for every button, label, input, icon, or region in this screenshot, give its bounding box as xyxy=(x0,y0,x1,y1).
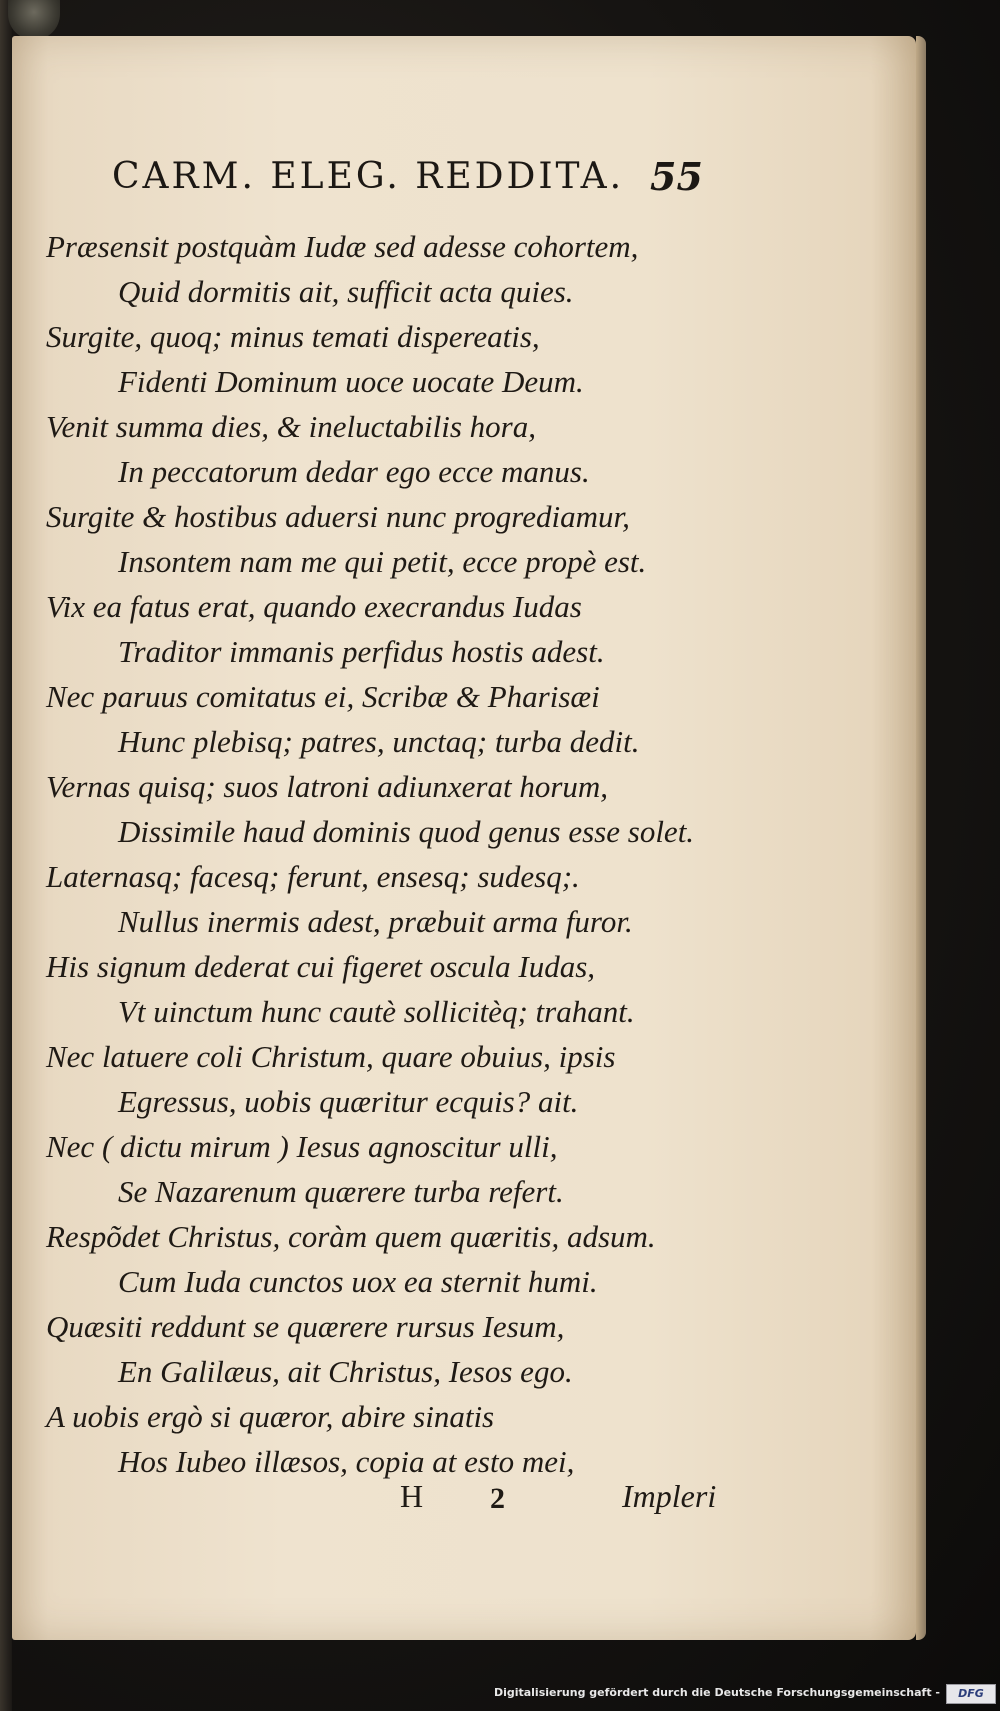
verse-line: Hunc plebisq; patres, unctaq; turba dedit. xyxy=(118,724,640,759)
verse-block xyxy=(46,224,736,1484)
verse-line: In peccatorum dedar ego ecce manus. xyxy=(118,454,590,489)
signature-number: 2 xyxy=(490,1482,505,1515)
verse-line: Vernas quisq; suos latroni adiunxerat horum, xyxy=(46,769,609,804)
page-edge xyxy=(916,36,926,1640)
catchword: Impleri xyxy=(622,1478,717,1514)
verse-line: Nec ( dictu mirum ) Iesus agnoscitur ulli, xyxy=(46,1129,558,1164)
verse-line: Egressus, uobis quæritur ecquis? ait. xyxy=(118,1084,579,1119)
running-head: CARM. ELEG. REDDITA. xyxy=(112,156,625,197)
verse-line: Quid dormitis ait, sufficit acta quies. xyxy=(118,274,574,309)
verse-line: Hos Iubeo illæsos, copia at esto mei, xyxy=(118,1444,575,1479)
verse-line: Vix ea fatus erat, quando execrandus Iudas xyxy=(46,589,582,624)
verse-line: His signum dederat cui figeret oscula Iudas, xyxy=(46,949,596,984)
verse-line: En Galilæus, ait Christus, Iesos ego. xyxy=(118,1354,573,1389)
verse-line: A uobis ergò si quæror, abire sinatis xyxy=(46,1399,495,1434)
verse-line: Præsensit postquàm Iudæ sed adesse cohortem, xyxy=(46,229,639,264)
verse-line: Surgite & hostibus aduersi nunc progrediamur, xyxy=(46,499,630,534)
verse-line: Se Nazarenum quærere turba refert. xyxy=(118,1174,564,1209)
verse-line: Fidenti Dominum uoce uocate Deum. xyxy=(118,364,584,399)
page-number: 55 xyxy=(650,154,703,199)
book-page xyxy=(12,36,916,1640)
verse-line: Nec paruus comitatus ei, Scribæ & Pharisæi xyxy=(46,679,600,714)
verse-line: Surgite, quoq; minus temati dispereatis, xyxy=(46,319,540,354)
verse-line: Cum Iuda cunctos uox ea sternit humi. xyxy=(118,1264,598,1299)
verse-line: Insontem nam me qui petit, ecce propè est. xyxy=(118,544,647,579)
verse-line: Laternasq; facesq; ferunt, ensesq; sudesq;. xyxy=(46,859,580,894)
verse-line: Quæsiti reddunt se quærere rursus Iesum, xyxy=(46,1309,565,1344)
verse-line: Dissimile haud dominis quod genus esse solet. xyxy=(118,814,695,849)
verse-line: Vt uinctum hunc cautè sollicitèq; trahant. xyxy=(118,994,635,1029)
dfg-logo: DFG xyxy=(946,1684,996,1704)
verse-line: Respõdet Christus, coràm quem quæritis, adsum. xyxy=(46,1219,656,1254)
verse-line: Nullus inermis adest, præbuit arma furor. xyxy=(118,904,633,939)
verse-line: Nec latuere coli Christum, quare obuius, ipsis xyxy=(46,1039,616,1074)
digitization-credit: Digitalisierung gefördert durch die Deutsche Forschungsgemeinschaft - xyxy=(493,1686,940,1699)
book-spine xyxy=(0,0,12,1711)
verse-line: Venit summa dies, & ineluctabilis hora, xyxy=(46,409,536,444)
signature-mark: H xyxy=(400,1478,424,1514)
verse-line: Traditor immanis perfidus hostis adest. xyxy=(118,634,605,669)
